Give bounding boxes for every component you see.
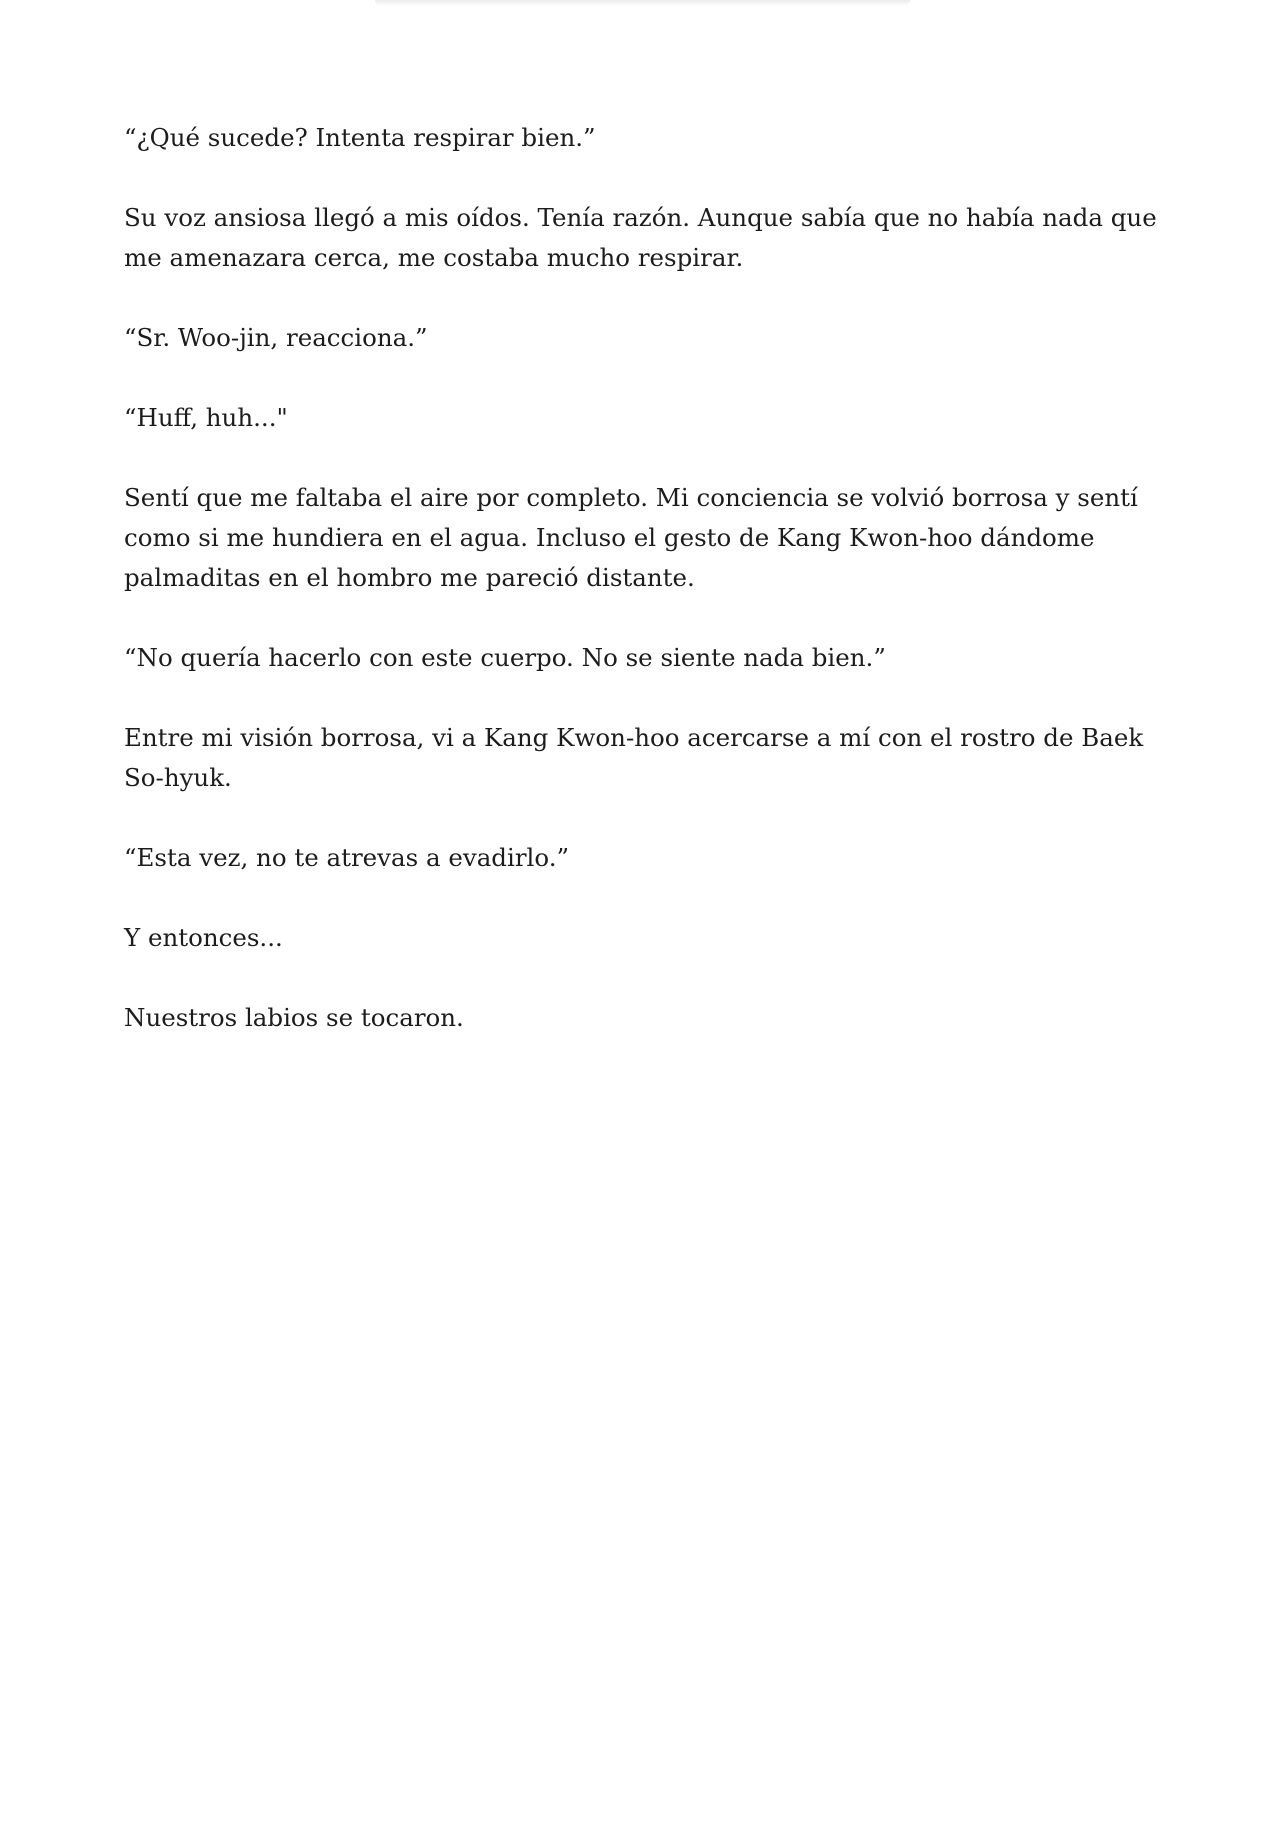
paragraph: “Huff, huh..." [124,403,288,432]
paragraph: Entre mi visión borrosa, vi a Kang Kwon-hoo acercarse a mí con el rostro de Baek So-hyuk. [124,723,1144,792]
paragraph: Su voz ansiosa llegó a mis oídos. Tenía razón. Aunque sabía que no había nada que me amenazara cerca, me costaba mucho respirar. [124,203,1157,272]
paragraph: “¿Qué sucede? Intenta respirar bien.” [124,123,596,152]
paragraph: Y entonces... [124,923,283,952]
paragraph: “Sr. Woo-jin, reacciona.” [124,323,428,352]
top-edge-shadow [375,0,910,6]
paragraph: Sentí que me faltaba el aire por completo. Mi conciencia se volvió borrosa y sentí como si me hundiera en el agua. Incluso el gesto de Kang Kwon-hoo dándome palmaditas en el hombro me pareció distante. [124,483,1138,592]
paragraph: “Esta vez, no te atrevas a evadirlo.” [124,843,570,872]
reading-area [124,118,1164,1078]
paragraph: “No quería hacerlo con este cuerpo. No se siente nada bien.” [124,643,886,672]
paragraph: Nuestros labios se tocaron. [124,1003,464,1032]
